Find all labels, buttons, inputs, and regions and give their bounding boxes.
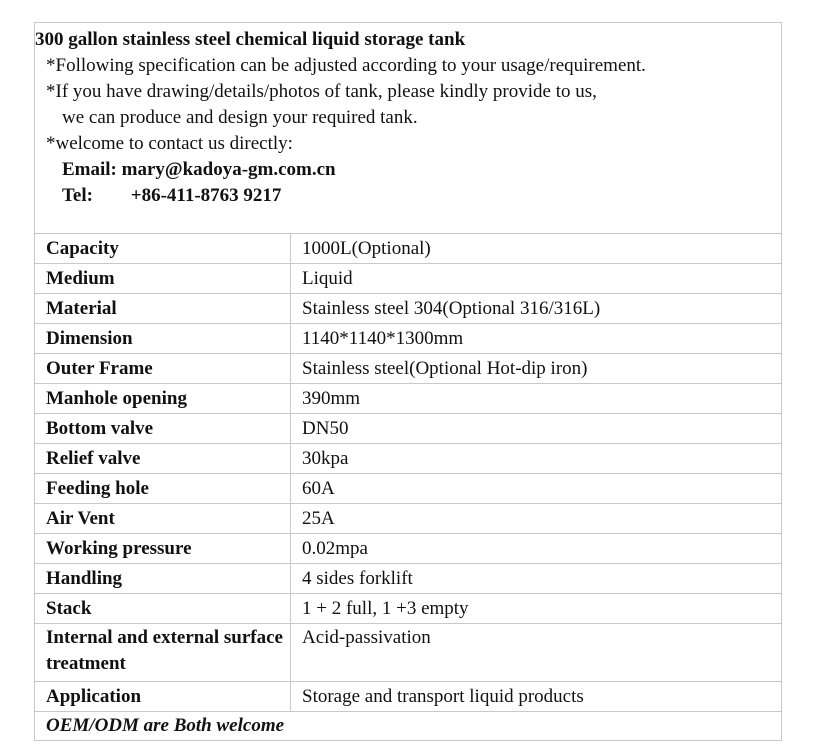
spec-value: 1000L(Optional) [302, 238, 431, 259]
table-row [35, 354, 781, 384]
table-row [35, 234, 781, 264]
table-row [35, 682, 781, 712]
spec-key: Handling [35, 564, 291, 594]
table-row [35, 264, 781, 294]
spec-key: Relief valve [35, 444, 291, 474]
spec-value: 1 + 2 full, 1 +3 empty [291, 594, 782, 624]
intro-line: *welcome to contact us directly: [46, 133, 293, 154]
spec-key: Bottom valve [35, 414, 291, 444]
table-row [35, 474, 781, 504]
spec-key: Material [35, 294, 291, 324]
footer-note: OEM/ODM are Both welcome [35, 711, 781, 740]
spec-value: 0.02mpa [291, 534, 782, 564]
spec-key: Air Vent [35, 504, 291, 534]
tel-contact [35, 183, 781, 209]
table-row [35, 444, 781, 474]
spec-key: Feeding hole [35, 474, 291, 504]
spec-value: Liquid [291, 264, 782, 294]
spec-value: 25A [291, 504, 782, 534]
spec-key: Working pressure [35, 534, 291, 564]
spec-value: 4 sides forklift [291, 564, 782, 594]
spec-value: DN50 [291, 414, 782, 444]
spec-key: Stack [35, 594, 291, 624]
spec-key: Internal and external surface treatment [35, 624, 291, 682]
spec-value: 1140*1140*1300mm [291, 324, 782, 354]
tel-value[interactable]: +86-411-8763 9217 [130, 185, 282, 206]
table-row [35, 294, 781, 324]
spec-table [35, 234, 781, 711]
spec-value: Acid-passivation [291, 624, 782, 682]
email-value[interactable]: mary@kadoya-gm.com.cn [121, 159, 336, 180]
tel-label: Tel: [62, 185, 93, 206]
email-label: Email: [62, 159, 117, 180]
table-row [35, 534, 781, 564]
spec-sheet [34, 22, 782, 741]
spec-key: Outer Frame [35, 354, 291, 384]
spec-key: Capacity [35, 234, 291, 264]
email-contact [35, 157, 781, 183]
table-row [35, 504, 781, 534]
spec-key: Application [35, 682, 291, 712]
table-row [35, 414, 781, 444]
spec-value: 30kpa [291, 444, 782, 474]
table-row [35, 324, 781, 354]
table-row [35, 384, 781, 414]
intro-section [35, 23, 781, 234]
intro-line: we can produce and design your required tank. [62, 107, 418, 128]
spec-key: Medium [35, 264, 291, 294]
intro-line: *Following specification can be adjusted according to your usage/requirement. [46, 55, 646, 76]
spec-value: 60A [291, 474, 782, 504]
spec-value: Stainless steel 304(Optional 316/316L) [291, 294, 782, 324]
spec-value: Stainless steel(Optional Hot-dip iron) [291, 354, 782, 384]
table-row [35, 594, 781, 624]
spec-value: Storage and transport liquid products [291, 682, 782, 712]
table-row [35, 624, 781, 682]
spec-value: 390mm [291, 384, 782, 414]
spec-key: Dimension [35, 324, 291, 354]
page-title: 300 gallon stainless steel chemical liquid storage tank [35, 29, 466, 50]
table-row [35, 564, 781, 594]
spec-key: Manhole opening [35, 384, 291, 414]
intro-line: *If you have drawing/details/photos of tank, please kindly provide to us, [46, 81, 597, 102]
